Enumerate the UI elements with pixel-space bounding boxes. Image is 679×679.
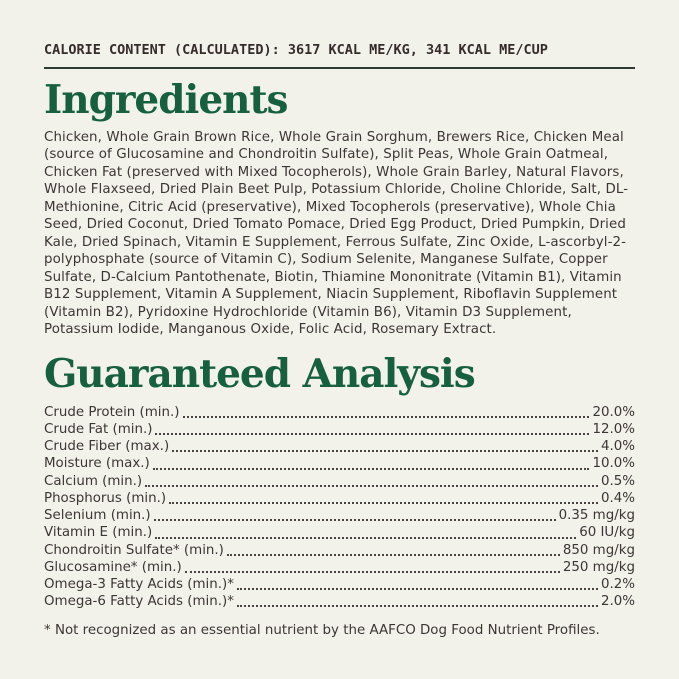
dot-leader bbox=[155, 537, 576, 539]
analysis-row bbox=[44, 559, 635, 576]
dot-leader bbox=[172, 450, 598, 452]
dot-leader bbox=[237, 605, 598, 607]
analysis-row bbox=[44, 438, 635, 455]
analysis-row bbox=[44, 507, 635, 524]
analysis-row-value: 0.4% bbox=[600, 490, 635, 506]
analysis-row-value: 60 IU/kg bbox=[579, 525, 635, 541]
analysis-row-label: Chondroitin Sulfate* (min.) bbox=[44, 542, 224, 558]
analysis-row-value: 0.2% bbox=[600, 576, 635, 592]
analysis-row-label: Phosphorus (min.) bbox=[44, 490, 167, 506]
analysis-row-value: 20.0% bbox=[592, 404, 635, 420]
dot-leader bbox=[227, 554, 560, 556]
divider-rule bbox=[44, 67, 635, 69]
analysis-row-value: 4.0% bbox=[600, 439, 635, 455]
analysis-row-label: Vitamin E (min.) bbox=[44, 525, 153, 541]
analysis-row-label: Omega-6 Fatty Acids (min.)* bbox=[44, 594, 234, 610]
dot-leader bbox=[183, 416, 590, 418]
analysis-row-label: Crude Fat (min.) bbox=[44, 422, 153, 438]
analysis-row-value: 2.0% bbox=[600, 594, 635, 610]
dot-leader bbox=[237, 588, 598, 590]
dot-leader bbox=[145, 485, 598, 487]
analysis-row-value: 850 mg/kg bbox=[562, 542, 635, 558]
dot-leader bbox=[169, 502, 598, 504]
analysis-row bbox=[44, 473, 635, 490]
analysis-row bbox=[44, 455, 635, 472]
analysis-footnote: * Not recognized as an essential nutrient by the AAFCO Dog Food Nutrient Profiles. bbox=[44, 623, 600, 639]
analysis-row bbox=[44, 542, 635, 559]
dot-leader bbox=[153, 468, 590, 470]
dot-leader bbox=[155, 433, 589, 435]
analysis-row bbox=[44, 593, 635, 610]
analysis-row bbox=[44, 404, 635, 421]
analysis-row bbox=[44, 524, 635, 541]
dot-leader bbox=[154, 519, 556, 521]
analysis-row-label: Crude Protein (min.) bbox=[44, 404, 180, 420]
ingredients-text: Chicken, Whole Grain Brown Rice, Whole Grain Sorghum, Brewers Rice, Chicken Meal (source of Glucosamine and Chondroitin Sulfate), Split Peas, Whole Grain Oatmeal, Chicken Fat (preserved with Mixed Tocopherols), Whole Grain Barley, Natural Flavors, Whole Flaxseed, Dried Plain Beet Pulp, Potassium Chloride, Choline Chloride, Salt, DL-Methionine, Citric Acid (preservative), Mixed Tocopherols (preservative), Whole Chia Seed, Dried Coconut, Dried Tomato Pomace, Dried Egg Product, Dried Pumpkin, Dried Kale, Dried Spinach, Vitamin E Supplement, Ferrous Sulfate, Zinc Oxide, L-ascorbyl-2-polyphosphate (source of Vitamin C), Sodium Selenite, Manganese Sulfate, Copper Sulfate, D-Calcium Pantothenate, Biotin, Thiamine Mononitrate (Vitamin B1), Vitamin B12 Supplement, Vitamin A Supplement, Niacin Supplement, Riboflavin Supplement (Vitamin B2), Pyridoxine Hydrochloride (Vitamin B6), Vitamin D3 Supplement, Potassium Iodide, Manganous Oxide, Folic Acid, Rosemary Extract. bbox=[44, 129, 629, 338]
analysis-row bbox=[44, 490, 635, 507]
analysis-row-value: 0.35 mg/kg bbox=[558, 508, 635, 524]
analysis-row-label: Selenium (min.) bbox=[44, 508, 151, 524]
analysis-row-value: 0.5% bbox=[600, 473, 635, 489]
dot-leader bbox=[185, 571, 560, 573]
calorie-content-line: CALORIE CONTENT (CALCULATED): 3617 KCAL ME/KG, 341 KCAL ME/CUP bbox=[44, 42, 548, 58]
analysis-row-label: Glucosamine* (min.) bbox=[44, 559, 182, 575]
analysis-row-label: Crude Fiber (max.) bbox=[44, 439, 170, 455]
analysis-row-value: 10.0% bbox=[592, 456, 635, 472]
ingredients-title: Ingredients bbox=[44, 77, 288, 123]
analysis-row-label: Omega-3 Fatty Acids (min.)* bbox=[44, 576, 234, 592]
analysis-row-label: Moisture (max.) bbox=[44, 456, 150, 472]
analysis-row-value: 12.0% bbox=[592, 422, 635, 438]
analysis-row-value: 250 mg/kg bbox=[562, 559, 635, 575]
guaranteed-analysis-title: Guaranteed Analysis bbox=[44, 350, 475, 397]
analysis-row-label: Calcium (min.) bbox=[44, 473, 143, 489]
analysis-row bbox=[44, 421, 635, 438]
analysis-row bbox=[44, 576, 635, 593]
analysis-table bbox=[44, 404, 635, 610]
